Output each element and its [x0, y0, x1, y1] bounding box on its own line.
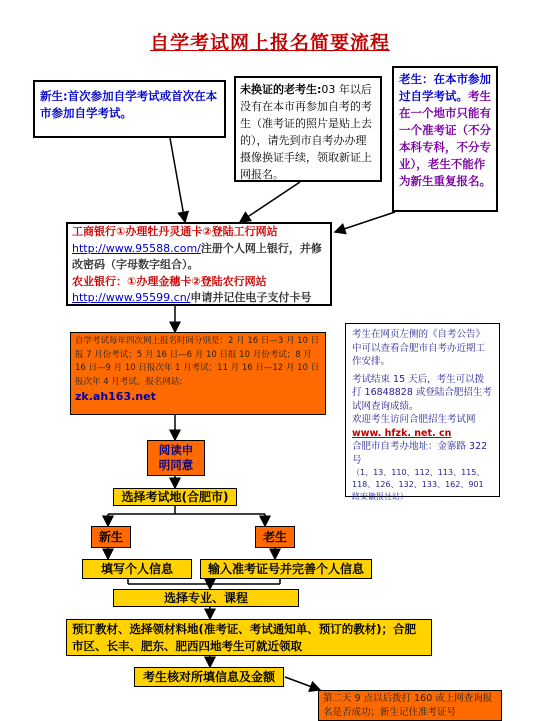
- old-unswapped-box: [234, 76, 382, 182]
- select-major-text: 选择专业、课程: [163, 591, 248, 605]
- new-student-box: [33, 80, 226, 138]
- new-student-text: 新生:首次参加自学考试或首次在本市参加自学考试。: [40, 89, 218, 120]
- icbc-step1: ①办理牡丹灵通卡: [116, 225, 203, 238]
- bank-box: [66, 222, 332, 306]
- order-materials-text: 预订教材、选择领材料地(准考证、考试通知单、预订的教材)；合肥市区、长丰、肥东、肥西四地考生可就近领取: [72, 622, 417, 653]
- new-student-node: [91, 526, 131, 548]
- select-city-text: 选择考试地(合肥市): [121, 490, 229, 504]
- old-student-node: [255, 526, 295, 548]
- old-unswapped-lead: 未换证的老考生:: [240, 83, 322, 96]
- final-note-node: [318, 690, 502, 721]
- enter-ticket-node: [200, 559, 372, 579]
- schedule-site-link[interactable]: zk.ah163.net: [75, 390, 156, 403]
- old-student-node-text: 老生: [262, 530, 287, 544]
- select-major-node: [113, 589, 299, 607]
- icbc-url-link[interactable]: http://www.95588.com/: [72, 241, 201, 255]
- old-student-body: 考生在一个地市只能有一个准考证（不分本科专科，不分专业），老生不能作为新生重复报名。: [399, 89, 491, 188]
- schedule-box: [70, 332, 326, 415]
- notice-box: [345, 323, 500, 501]
- fill-info-node: [82, 559, 192, 579]
- fill-info-text: 填写个人信息: [100, 562, 173, 576]
- notice-p2: 考试结束 15 天后，考生可以拨打 16848828 或登陆合肥招生考试网查询成绩。: [352, 373, 492, 412]
- schedule-text: 自学考试每年四次网上报名时间分别是：2 月 16 日—3 月 10 日报 7 月份考试；5 月 16 日—6 月 10 日报 10 月份考试；8 月 16 日—9 月 10 日报次年 1 月考试；11 月 16 日—12 月 10 日报次年 4 月考试。报名网站:: [75, 336, 320, 387]
- enter-ticket-text: 输入准考证号并完善个人信息: [207, 562, 364, 576]
- verify-node: [134, 667, 284, 687]
- notice-p1: 考生在网页左侧的《自考公告》中可以查看合肥市自考办近期工作安排。: [352, 329, 486, 367]
- order-materials-node: [66, 619, 432, 656]
- icbc-step2: ②登陆工行网站: [202, 225, 278, 238]
- abc-rest: 申请并记住电子支付卡号: [190, 291, 312, 304]
- abc-url-link[interactable]: http://www.95599.cn/: [72, 291, 191, 304]
- old-student-lead: 老生：在本市参加过自学考试。: [399, 72, 491, 103]
- final-note-text: 第二天 9 点以后拨打 160 或上网查询报名是否成功；新生记住准考证号: [323, 693, 493, 718]
- icbc-rest: 注册个人网上银行，并修改密码（字母数字组合）。: [72, 241, 322, 271]
- read-statement-text: 阅读申明同意: [158, 443, 194, 472]
- abc-step1: ①办理金穗卡: [127, 274, 192, 288]
- icbc-label: 工商银行: [72, 225, 116, 238]
- abc-step2: ②登陆农行网站: [191, 274, 267, 288]
- notice-url-link[interactable]: www. hfzk. net. cn: [352, 427, 452, 439]
- notice-p5: （1、13、110、112、113、115、118、126、132、133、162、901 路安徽报社站）: [352, 468, 485, 501]
- read-statement-node: [147, 440, 205, 476]
- page-title: 自学考试网上报名简要流程: [149, 32, 390, 54]
- abc-label: 农业银行：: [72, 274, 127, 288]
- new-student-node-text: 新生: [98, 530, 123, 544]
- select-city-node: [113, 488, 237, 506]
- old-unswapped-body: 03 年以后没有在本市再参加自考的考生（准考证的照片是贴上去的），请先到市自考办办理摄像换证手续，领取新证上网报名。: [240, 83, 372, 181]
- old-student-box: [392, 66, 498, 212]
- notice-p4: 合肥市自考办地址：金寨路 322 号: [352, 441, 488, 466]
- notice-p3: 欢迎考生访问合肥招生考试网: [352, 414, 476, 425]
- verify-text: 考生核对所填信息及金额: [142, 670, 275, 684]
